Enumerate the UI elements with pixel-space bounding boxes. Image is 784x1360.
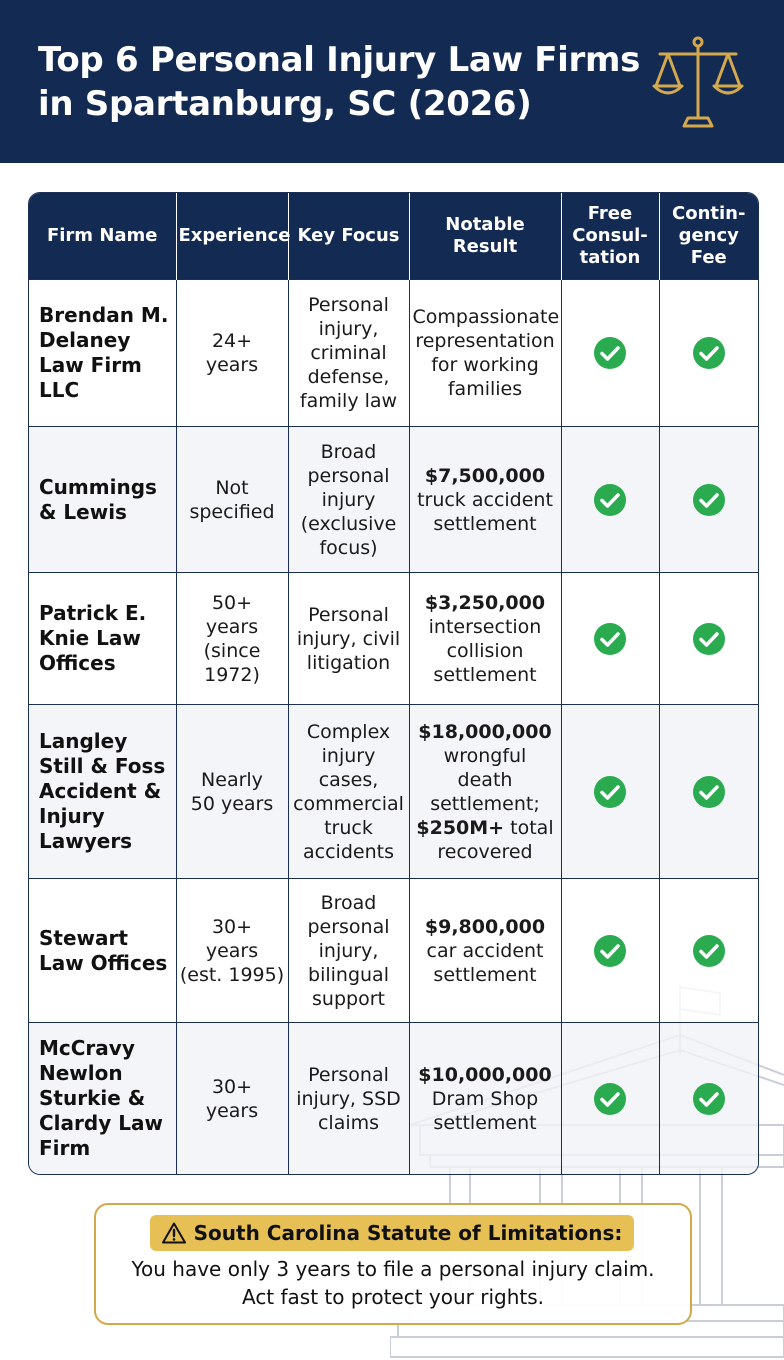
table-row (29, 1023, 758, 1175)
free-consultation-cell (561, 280, 659, 427)
check-icon (593, 1082, 627, 1116)
key-focus-cell: Broad personal injury, bilingual support (288, 879, 409, 1023)
check-icon (692, 622, 726, 656)
firm-name-cell: Langley Still & Foss Accident & Injury Lawyers (29, 705, 176, 879)
page-title (38, 38, 648, 126)
key-focus-cell: Personal injury, SSD claims (288, 1023, 409, 1175)
firm-name-cell: Stewart Law Offices (29, 879, 176, 1023)
free-consultation-cell (561, 573, 659, 705)
firm-name-cell: McCravy Newlon Sturkie & Clardy Law Firm (29, 1023, 176, 1175)
notable-result-cell: $18,000,000 wrongful death settlement; $250M+ total recovered (409, 705, 561, 879)
contingency-fee-cell (659, 879, 758, 1023)
col-header-key-focus: Key Focus (288, 193, 409, 280)
contingency-fee-cell (659, 1023, 758, 1175)
title-line-2: in Spartanburg, SC (2026) (38, 84, 532, 124)
check-icon (593, 622, 627, 656)
col-header-experience: Experience (176, 193, 288, 280)
comparison-table-grid (29, 193, 758, 1175)
col-header-notable-result: Notable Result (409, 193, 561, 280)
result-amount: $9,800,000 (424, 915, 546, 938)
check-icon (692, 934, 726, 968)
notice-title: South Carolina Statute of Limitations: (193, 1221, 623, 1245)
experience-cell: 24+ years (176, 280, 288, 427)
check-icon (692, 1082, 726, 1116)
table-row (29, 705, 758, 879)
notable-result-cell: $10,000,000 Dram Shop settlement (409, 1023, 561, 1175)
result-amount: $3,250,000 (424, 591, 546, 614)
free-consultation-cell (561, 1023, 659, 1175)
warning-icon (162, 1222, 186, 1244)
statute-of-limitations-notice (94, 1203, 692, 1325)
table-row (29, 427, 758, 573)
experience-cell: Not specified (176, 427, 288, 573)
check-icon (593, 775, 627, 809)
contingency-fee-cell (659, 705, 758, 879)
check-icon (593, 483, 627, 517)
notice-line-1: You have only 3 years to file a personal injury claim. (131, 1257, 655, 1281)
result-amount: $10,000,000 (418, 1063, 552, 1086)
firm-name-cell: Patrick E. Knie Law Offices (29, 573, 176, 705)
notice-body (96, 1255, 690, 1311)
check-icon (692, 775, 726, 809)
col-header-firm-name: Firm Name (29, 193, 176, 280)
firm-name-cell: Brendan M. Delaney Law Firm LLC (29, 280, 176, 427)
page-header (0, 0, 784, 163)
notable-result-cell: $3,250,000 intersection collision settlement (409, 573, 561, 705)
result-amount: $7,500,000 (424, 464, 546, 487)
table-row (29, 280, 758, 427)
title-line-1: Top 6 Personal Injury Law Firms (38, 40, 641, 80)
scales-of-justice-icon (648, 34, 748, 134)
contingency-fee-cell (659, 427, 758, 573)
experience-cell: 30+ years (est. 1995) (176, 879, 288, 1023)
free-consultation-cell (561, 879, 659, 1023)
check-icon (593, 336, 627, 370)
notable-result-cell: $9,800,000 car accident settlement (409, 879, 561, 1023)
key-focus-cell: Personal injury, criminal defense, family law (288, 280, 409, 427)
notice-line-2: Act fast to protect your rights. (241, 1285, 545, 1309)
col-header-free-consultation: Free Consul- tation (561, 193, 659, 280)
contingency-fee-cell (659, 280, 758, 427)
firm-name-cell: Cummings & Lewis (29, 427, 176, 573)
check-icon (593, 934, 627, 968)
free-consultation-cell (561, 705, 659, 879)
experience-cell: 50+ years (since 1972) (176, 573, 288, 705)
table-row (29, 573, 758, 705)
result-amount: $18,000,000 (418, 720, 552, 743)
notice-title-banner (150, 1215, 634, 1251)
check-icon (692, 483, 726, 517)
key-focus-cell: Personal injury, civil litigation (288, 573, 409, 705)
col-header-contingency-fee: Contin- gency Fee (659, 193, 758, 280)
check-icon (692, 336, 726, 370)
key-focus-cell: Broad personal injury (exclusive focus) (288, 427, 409, 573)
notable-result-cell: $7,500,000 truck accident settlement (409, 427, 561, 573)
key-focus-cell: Complex injury cases, commercial truck accidents (288, 705, 409, 879)
contingency-fee-cell (659, 573, 758, 705)
law-firm-comparison-table (28, 192, 759, 1175)
result-total-amount: $250M+ (416, 816, 505, 839)
free-consultation-cell (561, 427, 659, 573)
experience-cell: 30+ years (176, 1023, 288, 1175)
experience-cell: Nearly 50 years (176, 705, 288, 879)
notable-result-cell: Compassionate representation for working families (409, 280, 561, 427)
table-row (29, 879, 758, 1023)
table-header-row (29, 193, 758, 280)
